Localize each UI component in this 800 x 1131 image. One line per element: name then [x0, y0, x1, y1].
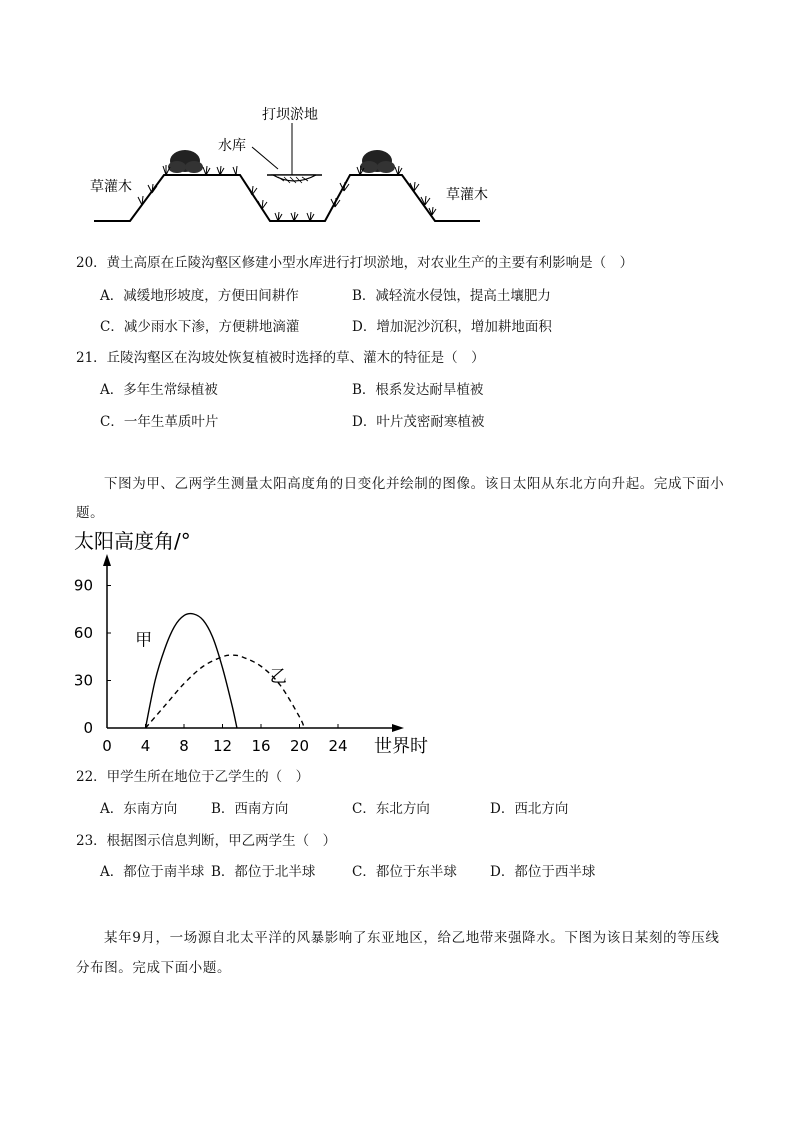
- intro3-line1: 某年9月，一场源自北太平洋的风暴影响了东亚地区，给乙地带来强降水。下图为该日某刻的等压线: [104, 930, 720, 946]
- q21-option-b[interactable]: B．根系发达耐旱植被: [352, 382, 484, 398]
- q23-stem: 23．根据图示信息判断，甲乙两学生（ ）: [76, 833, 337, 849]
- q21-stem: 21．丘陵沟壑区在沟坡处恢复植被时选择的草、灌木的特征是（ ）: [76, 350, 485, 366]
- q22-option-b[interactable]: B．西南方向: [211, 801, 289, 817]
- x-tick-label: 4: [140, 737, 151, 755]
- sun-altitude-chart: [60, 522, 460, 762]
- check-dam-diagram: [80, 95, 510, 235]
- q23-option-a[interactable]: A．都位于南半球: [100, 864, 205, 880]
- q22-option-d[interactable]: D．西北方向: [490, 801, 569, 817]
- q20-option-c[interactable]: C．减少雨水下渗，方便耕地滴灌: [100, 319, 300, 335]
- label-dam-siltation: 打坝淤地: [262, 107, 318, 123]
- x-tick-label: 24: [328, 737, 348, 755]
- intro2-line1: 下图为甲、乙两学生测量太阳高度角的日变化并绘制的图像。该日太阳从东北方向升起。完成下面小: [104, 476, 725, 492]
- y-tick-label: 30: [73, 671, 93, 690]
- q21-option-c[interactable]: C．一年生革质叶片: [100, 414, 219, 430]
- intro2-line2: 题。: [76, 505, 105, 521]
- label-reservoir: 水库: [218, 138, 246, 154]
- x-tick-label: 16: [251, 737, 271, 755]
- y-tick-label: 90: [73, 576, 93, 595]
- q23-option-d[interactable]: D．都位于西半球: [490, 864, 596, 880]
- y-tick-label: 0: [83, 719, 93, 737]
- x-tick-label: 0: [102, 737, 112, 755]
- chart-y-label: 太阳高度角/°: [74, 529, 191, 553]
- q23-option-b[interactable]: B．都位于北半球: [211, 864, 316, 880]
- tree-right: [360, 150, 395, 173]
- q21-option-a[interactable]: A．多年生常绿植被: [100, 382, 218, 398]
- terrain-profile: [94, 175, 480, 221]
- grass-tufts: [138, 165, 436, 221]
- series-jia-line: [146, 614, 237, 728]
- x-tick-label: 8: [179, 737, 189, 755]
- label-shrub-left: 草灌木: [90, 179, 132, 195]
- q20-option-d[interactable]: D．增加泥沙沉积，增加耕地面积: [352, 319, 552, 335]
- y-tick-label: 60: [73, 624, 93, 642]
- q23-option-c[interactable]: C．都位于东半球: [352, 864, 457, 880]
- q22-option-c[interactable]: C．东北方向: [352, 801, 430, 817]
- q20-option-b[interactable]: B．减轻流水侵蚀，提高土壤肥力: [352, 288, 551, 304]
- series-yi-line: [146, 655, 305, 728]
- chart-x-axis-arrow: [392, 724, 404, 732]
- tree-left: [168, 150, 203, 173]
- chart-x-label: 世界时: [374, 736, 428, 757]
- q20-stem: 20．黄土高原在丘陵沟壑区修建小型水库进行打坝淤地，对农业生产的主要有利影响是（ ）: [76, 255, 634, 271]
- x-tick-label: 20: [289, 737, 310, 755]
- label-shrub-right: 草灌木: [446, 187, 488, 203]
- q20-option-a[interactable]: A．减缓地形坡度，方便田间耕作: [100, 288, 299, 304]
- chart-y-axis-arrow: [103, 554, 111, 566]
- intro3-line2: 分布图。完成下面小题。: [76, 960, 232, 976]
- q21-option-d[interactable]: D．叶片茂密耐寒植被: [352, 414, 485, 430]
- series-jia-label: 甲: [135, 630, 153, 651]
- x-tick-label: 12: [212, 737, 233, 755]
- q22-stem: 22．甲学生所在地位于乙学生的（ ）: [76, 769, 310, 785]
- q22-option-a[interactable]: A．东南方向: [100, 801, 178, 817]
- series-yi-label: 乙: [269, 667, 287, 688]
